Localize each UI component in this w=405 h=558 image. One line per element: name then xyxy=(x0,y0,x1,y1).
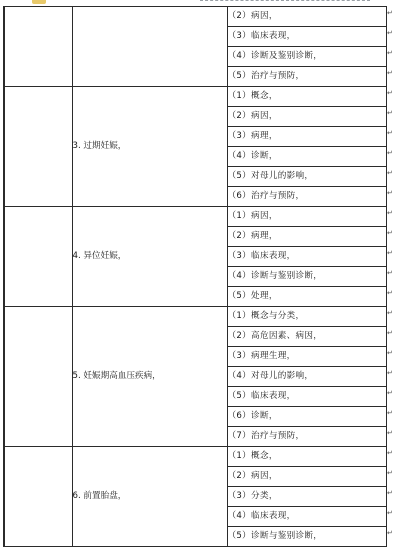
topic-cell: 6. 前置胎盘， xyxy=(72,447,227,547)
paragraph-mark: ↵ xyxy=(387,529,393,537)
unit-cell xyxy=(4,7,72,87)
topic-cell: 4. 异位妊娠， xyxy=(72,207,227,307)
subtopic-cell: （7）治疗与预防， xyxy=(227,427,386,447)
subtopic-cell: （4）诊断与鉴别诊断， xyxy=(227,267,386,287)
table-row xyxy=(4,447,386,467)
paragraph-mark: ↵ xyxy=(387,329,393,337)
table-row xyxy=(4,207,386,227)
subtopic-cell: （1）病因， xyxy=(227,207,386,227)
subtopic-cell: （3）临床表现， xyxy=(227,247,386,267)
subtopic-cell: （3）分类， xyxy=(227,487,386,507)
subtopic-cell: （2）病理， xyxy=(227,227,386,247)
subtopic-cell: （6）诊断， xyxy=(227,407,386,427)
header-marker xyxy=(32,0,46,4)
subtopic-cell: （4）对母儿的影响， xyxy=(227,367,386,387)
paragraph-mark: ↵ xyxy=(387,29,393,37)
paragraph-mark: ↵ xyxy=(387,349,393,357)
subtopic-cell: （3）病理生理， xyxy=(227,347,386,367)
subtopic-cell: （6）治疗与预防， xyxy=(227,187,386,207)
subtopic-cell: （2）病因， xyxy=(227,107,386,127)
paragraph-mark: ↵ xyxy=(387,509,393,517)
paragraph-mark: ↵ xyxy=(387,309,393,317)
subtopic-cell: （5）处理， xyxy=(227,287,386,307)
subtopic-cell: （1）概念与分类， xyxy=(227,307,386,327)
paragraph-mark: ↵ xyxy=(387,89,393,97)
subtopic-cell: （4）诊断及鉴别诊断， xyxy=(227,47,386,67)
unit-cell xyxy=(4,307,72,447)
subtopic-cell: （5）治疗与预防， xyxy=(227,67,386,87)
paragraph-mark: ↵ xyxy=(387,409,393,417)
unit-cell xyxy=(4,207,72,307)
subtopic-cell: （2）病因， xyxy=(227,467,386,487)
subtopic-cell: （4）诊断， xyxy=(227,147,386,167)
unit-cell xyxy=(4,87,72,207)
paragraph-mark: ↵ xyxy=(387,169,393,177)
subtopic-cell: （3）病理， xyxy=(227,127,386,147)
subtopic-cell: （5）对母儿的影响， xyxy=(227,167,386,187)
paragraph-mark: ↵ xyxy=(387,9,393,17)
subtopic-cell: （3）临床表现， xyxy=(227,27,386,47)
table-row xyxy=(4,307,386,327)
subtopic-cell: （5）临床表现， xyxy=(227,387,386,407)
paragraph-mark: ↵ xyxy=(387,369,393,377)
table-row xyxy=(4,87,386,107)
paragraph-mark: ↵ xyxy=(387,249,393,257)
paragraph-mark: ↵ xyxy=(387,469,393,477)
topic-cell: 3. 过期妊娠， xyxy=(72,87,227,207)
subtopic-cell: （4）临床表现， xyxy=(227,507,386,527)
paragraph-mark: ↵ xyxy=(387,129,393,137)
subtopic-cell: （5）诊断与鉴别诊断， xyxy=(227,527,386,547)
paragraph-mark: ↵ xyxy=(387,389,393,397)
paragraph-mark: ↵ xyxy=(387,209,393,217)
table-row xyxy=(4,7,386,27)
paragraph-mark: ↵ xyxy=(387,269,393,277)
syllabus-table xyxy=(3,6,387,547)
subtopic-cell: （2）高危因素、病因， xyxy=(227,327,386,347)
paragraph-mark: ↵ xyxy=(387,229,393,237)
paragraph-mark: ↵ xyxy=(387,69,393,77)
topic-cell: 5. 妊娠期高血压疾病， xyxy=(72,307,227,447)
topic-cell xyxy=(72,7,227,87)
paragraph-mark: ↵ xyxy=(387,149,393,157)
paragraph-mark: ↵ xyxy=(387,49,393,57)
unit-cell xyxy=(4,447,72,547)
paragraph-mark: ↵ xyxy=(387,289,393,297)
subtopic-cell: （1）概念， xyxy=(227,447,386,467)
header-cut-line xyxy=(200,0,370,3)
subtopic-cell: （1）概念， xyxy=(227,87,386,107)
paragraph-mark: ↵ xyxy=(387,429,393,437)
paragraph-mark: ↵ xyxy=(387,109,393,117)
paragraph-mark: ↵ xyxy=(387,449,393,457)
paragraph-mark: ↵ xyxy=(387,489,393,497)
subtopic-cell: （2）病因， xyxy=(227,7,386,27)
paragraph-mark: ↵ xyxy=(387,189,393,197)
